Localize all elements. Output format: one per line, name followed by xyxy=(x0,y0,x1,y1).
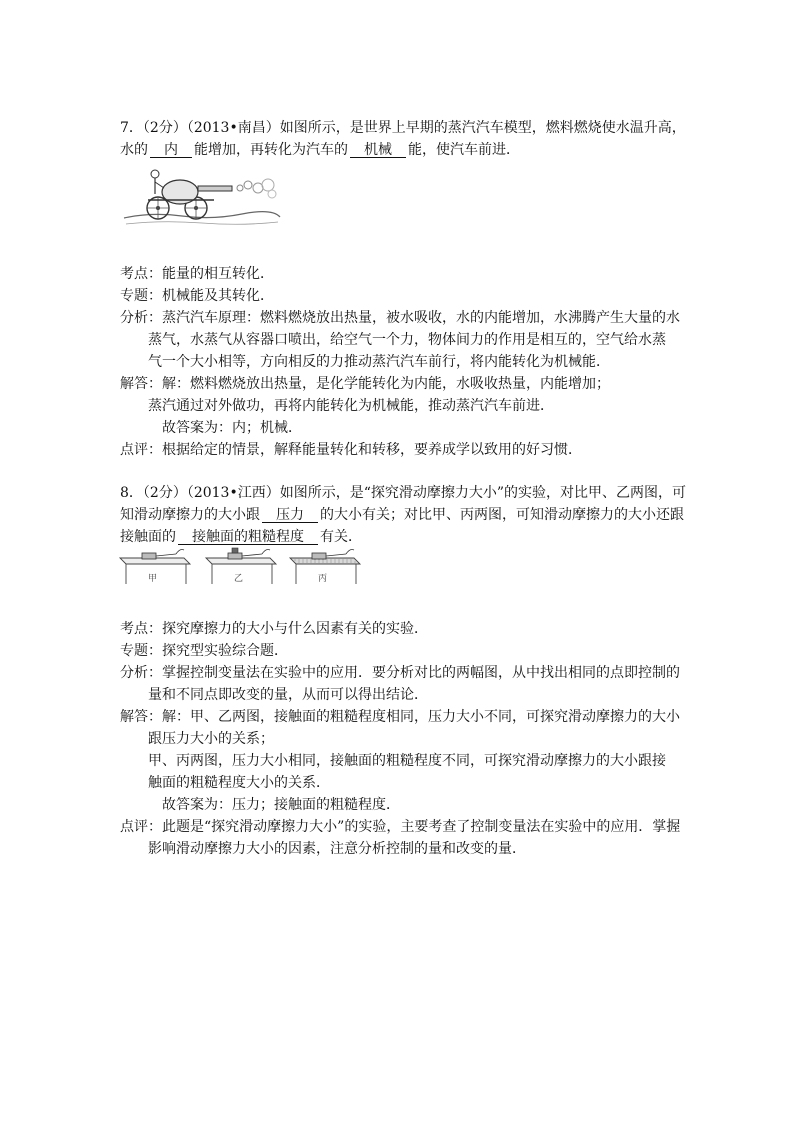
q8-stem-line-2: 知滑动摩擦力的大小跟 压力 的大小有关；对比甲、丙两图，可知滑动摩擦力的大小还跟 xyxy=(120,507,684,523)
friction-panel-c xyxy=(290,550,360,585)
q8-zhuanti: 专题：探究型实验综合题． xyxy=(120,643,288,659)
q7-kaodian: 考点：能量的相互转化． xyxy=(120,266,274,282)
q7-fenxi-line-3: 气一个大小相等，方向相反的力推动蒸汽汽车前行，将内能转化为机械能． xyxy=(148,354,610,370)
q8-answer-blank-2: 接触面的粗糙程度 xyxy=(178,529,318,545)
q7-fenxi: 分析：蒸汽汽车原理：燃料燃烧放出热量，被水吸收，水的内能增加，水沸腾产生大量的水 xyxy=(120,310,680,326)
q7-jieda: 解答：解：燃料燃烧放出热量，是化学能转化为内能，水吸收热量，内能增加； xyxy=(120,376,610,392)
q8-stem-line-3: 接触面的 接触面的粗糙程度 有关． xyxy=(120,529,362,545)
q8-jieda: 解答：解：甲、乙两图，接触面的粗糙程度相同，压力大小不同，可探究滑动摩擦力的大小 xyxy=(120,709,680,725)
q8-kaodian: 考点：探究摩擦力的大小与什么因素有关的实验． xyxy=(120,621,428,637)
friction-experiment-figure xyxy=(118,544,368,594)
q8-fenxi-line-2: 量和不同点即改变的量，从而可以得出结论． xyxy=(148,687,428,703)
q8-answer-blank-1: 压力 xyxy=(262,507,318,523)
figure-label-yi: 乙 xyxy=(234,574,244,584)
q7-dianping: 点评：根据给定的情景，解释能量转化和转移，要养成学以致用的好习惯． xyxy=(120,442,582,458)
q8-fenxi: 分析：掌握控制变量法在实验中的应用．要分析对比的两幅图，从中找出相同的点即控制的 xyxy=(120,665,680,681)
q8-jieda-line-5: 故答案为：压力；接触面的粗糙程度． xyxy=(148,797,400,813)
q7-zhuanti: 专题：机械能及其转化． xyxy=(120,288,274,304)
figure-label-bing: 丙 xyxy=(318,574,328,584)
steam-car-figure xyxy=(122,164,282,228)
friction-panel-b xyxy=(206,548,276,584)
q7-fenxi-line-2: 蒸气，水蒸气从容器口喷出，给空气一个力，物体间力的作用是相互的，空气给水蒸 xyxy=(148,332,666,348)
q8-stem-line-1: 8．（2分）（2013•江西）如图所示，是“探究滑动摩擦力大小”的实验，对比甲、乙两图，可 xyxy=(120,485,687,501)
q8-jieda-line-4: 触面的粗糙程度大小的关系． xyxy=(148,775,330,791)
q8-dianping: 点评：此题是“探究滑动摩擦力大小”的实验，主要考查了控制变量法在实验中的应用．掌握 xyxy=(120,819,681,835)
q8-jieda-line-2: 跟压力大小的关系； xyxy=(148,731,274,747)
figure-label-jia: 甲 xyxy=(148,574,158,584)
q8-dianping-line-2: 影响滑动摩擦力大小的因素，注意分析控制的量和改变的量． xyxy=(148,841,526,857)
q7-answer-blank-2: 机械 xyxy=(350,142,406,158)
q7-stem-line-2: 水的 内 能增加，再转化为汽车的 机械 能，使汽车前进． xyxy=(120,142,520,158)
friction-panel-a xyxy=(120,550,190,585)
q7-answer-blank-1: 内 xyxy=(150,142,192,158)
q8-jieda-line-3: 甲、丙两图，压力大小相同，接触面的粗糙程度不同，可探究滑动摩擦力的大小跟接 xyxy=(148,753,666,769)
q7-jieda-line-3: 故答案为：内；机械． xyxy=(148,420,302,436)
q7-stem-line-1: 7．（2分）（2013•南昌）如图所示，是世界上早期的蒸汽汽车模型，燃料燃烧使水温升高， xyxy=(120,120,686,136)
q7-jieda-line-2: 蒸汽通过对外做功，再将内能转化为机械能，推动蒸汽汽车前进． xyxy=(148,398,554,414)
